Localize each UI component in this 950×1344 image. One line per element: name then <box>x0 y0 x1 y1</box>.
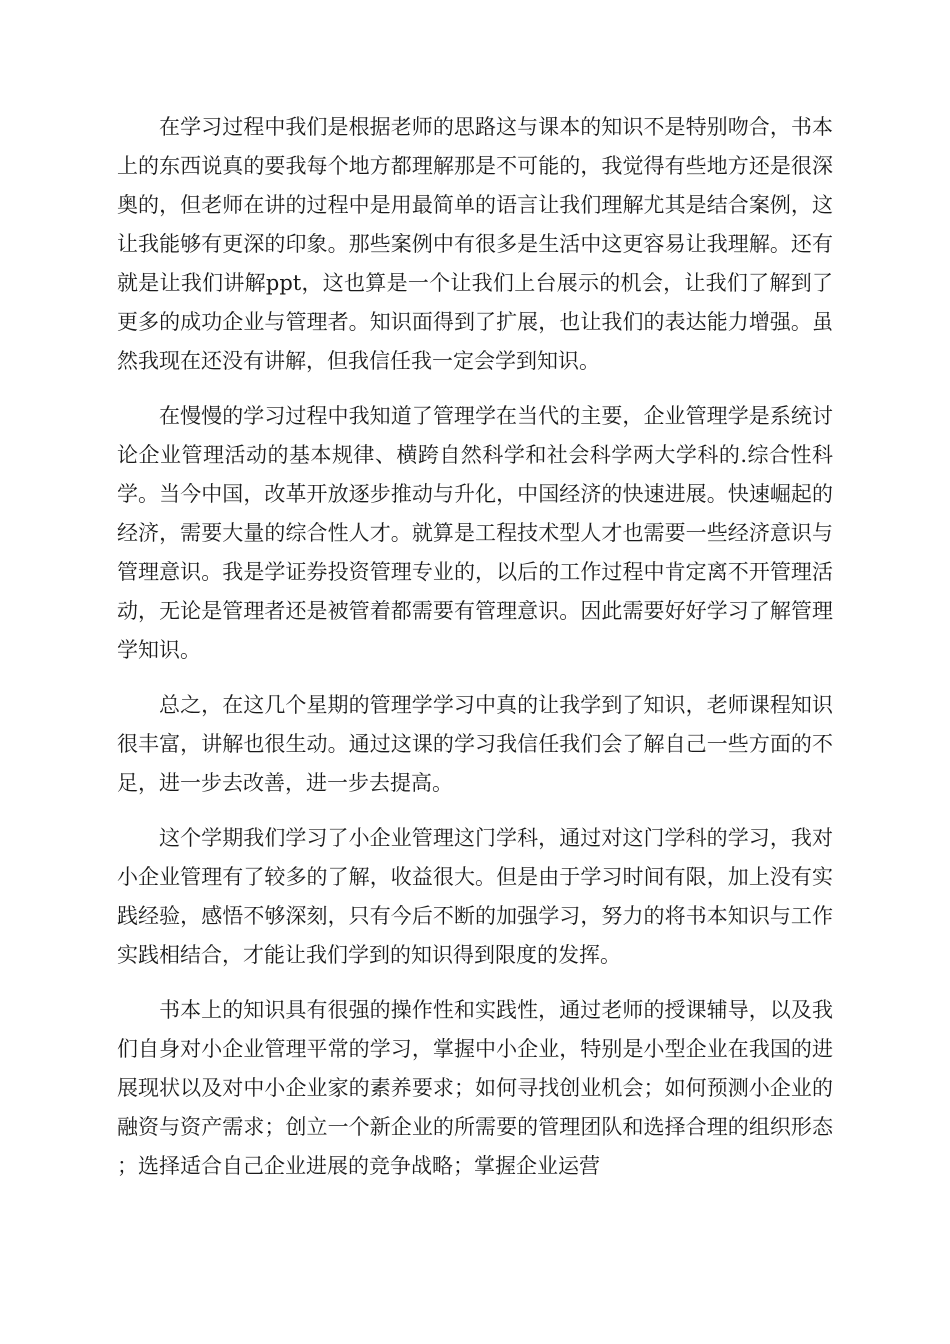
paragraph-3: 总之，在这几个星期的管理学学习中真的让我学到了知识，老师课程知识很丰富，讲解也很生动。通过这课的学习我信任我们会了解自己一些方面的不足，进一步去改善，进一步去提高。 <box>117 693 833 795</box>
document-body <box>117 108 833 1202</box>
paragraph-4: 这个学期我们学习了小企业管理这门学科，通过对这门学科的学习，我对小企业管理有了较多的了解，收益很大。但是由于学习时间有限，加上没有实践经验，感悟不够深刻，只有今后不断的加强学习，努力的将书本知识与工作实践相结合，才能让我们学到的知识得到限度的发挥。 <box>117 826 833 967</box>
paragraph-5: 书本上的知识具有很强的操作性和实践性，通过老师的授课辅导，以及我们自身对小企业管理平常的学习，掌握中小企业，特别是小型企业在我国的进展现状以及对中小企业家的素养要求；如何寻找创业机会；如何预测小企业的融资与资产需求；创立一个新企业的所需要的管理团队和选择合理的组织形态；选择适合自己企业进展的竞争战略；掌握企业运营 <box>117 998 833 1178</box>
paragraph-2: 在慢慢的学习过程中我知道了管理学在当代的主要，企业管理学是系统讨论企业管理活动的基本规律、横跨自然科学和社会科学两大学科的.综合性科学。当今中国，改革开放逐步推动与升化，中国经济的快速进展。快速崛起的经济，需要大量的综合性人才。就算是工程技术型人才也需要一些经济意识与管理意识。我是学证券投资管理专业的，以后的工作过程中肯定离不开管理活动，无论是管理者还是被管着都需要有管理意识。因此需要好好学习了解管理学知识。 <box>117 404 833 662</box>
paragraph-1: 在学习过程中我们是根据老师的思路这与课本的知识不是特别吻合，书本上的东西说真的要我每个地方都理解那是不可能的，我觉得有些地方还是很深奥的，但老师在讲的过程中是用最简单的语言让我们理解尤其是结合案例，这让我能够有更深的印象。那些案例中有很多是生活中这更容易让我理解。还有就是让我们讲解ppt，这也算是一个让我们上台展示的机会，让我们了解到了更多的成功企业与管理者。知识面得到了扩展，也让我们的表达能力增强。虽然我现在还没有讲解，但我信任我一定会学到知识。 <box>117 115 833 373</box>
